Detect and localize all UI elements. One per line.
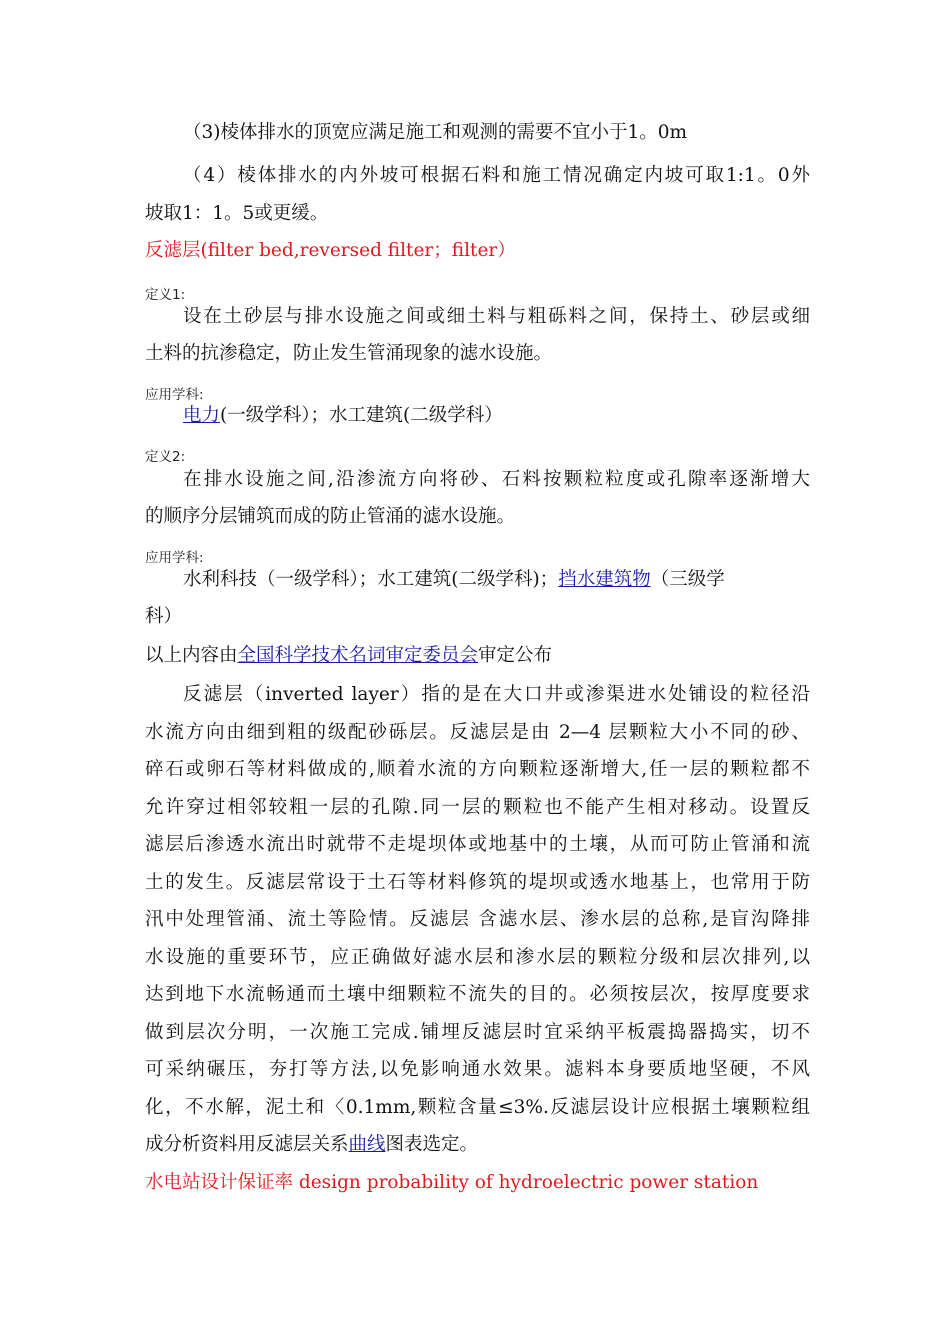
- source-post: 审定公布: [478, 645, 553, 666]
- application2-pre: 水利科技（一级学科）；水工建筑(二级学科)；: [183, 569, 559, 590]
- definition1-label: 定义1:: [145, 287, 186, 303]
- paragraph-line: 化，不水解，泥土和〈0.1mm,颗粒含量≤3%.反滤层设计应根据土壤颗粒组: [145, 1097, 810, 1118]
- heading-filter-bed: 反滤层(filter bed,reversed filter；filter）: [145, 240, 516, 261]
- paragraph-line: 可采纳碾压，夯打等方法,以免影响通水效果。滤料本身要质地坚硬，不风: [145, 1059, 810, 1080]
- paragraph-line: 达到地下水流畅通而土壤中细颗粒不流失的目的。必须按层次，按厚度要求: [145, 984, 810, 1005]
- definition2-line2: 的顺序分层铺筑而成的防止管涌的滤水设施。: [145, 506, 516, 527]
- application2-line2: 科）: [145, 606, 183, 627]
- application2-subjects: [183, 567, 810, 593]
- link-retaining-structures[interactable]: 挡水建筑物: [558, 569, 651, 590]
- paragraph-last-line: [145, 1132, 810, 1158]
- link-electric-power[interactable]: 电力: [183, 405, 221, 426]
- paragraph-ridge-top-width: （3)棱体排水的顶宽应满足施工和观测的需要不宜小于1。0m: [183, 122, 688, 143]
- paragraph-last-post: 图表选定。: [385, 1134, 479, 1155]
- definition2-label: 定义2:: [145, 449, 186, 465]
- paragraph-line: 水流方向由细到粗的级配砂砾层。反滤层是由 2—4 层颗粒大小不同的砂、: [145, 722, 810, 743]
- paragraph-line: 汛中处理管涌、流土等险情。反滤层 含滤水层、渗水层的总称,是盲沟降排: [145, 909, 810, 930]
- paragraph-line: 反滤层（inverted layer）指的是在大口井或渗渠进水处铺设的粒径沿: [183, 684, 810, 705]
- application1-rest: (一级学科）；水工建筑(二级学科）: [220, 405, 503, 426]
- paragraph-line: 水设施的重要环节，应正确做好滤水层和渗水层的颗粒分级和层次排列,以: [145, 947, 810, 968]
- heading-design-probability: 水电站设计保证率 design probability of hydroelectric power station: [145, 1172, 759, 1193]
- paragraph-line: 滤层后渗透水流出时就带不走堤坝体或地基中的土壤，从而可防止管涌和流: [145, 834, 810, 855]
- definition2-line1: 在排水设施之间,沿渗流方向将砂、石料按颗粒粒度或孔隙率逐渐增大: [183, 469, 810, 490]
- paragraph-line: 土的发生。反滤层常设于土石等材料修筑的堤坝或透水地基上，也常用于防: [145, 872, 810, 893]
- source-pre: 以上内容由: [145, 645, 238, 666]
- application2-label: 应用学科:: [145, 550, 204, 566]
- paragraph-last-pre: 成分析资料用反滤层关系: [145, 1134, 349, 1155]
- paragraph-line: 做到层次分明，一次施工完成.铺埋反滤层时宜采纳平板震捣器捣实，切不: [145, 1022, 810, 1043]
- link-terminology-committee[interactable]: 全国科学技术名词审定委员会: [237, 645, 479, 666]
- paragraph-line: 碎石或卵石等材料做成的,顺着水流的方向颗粒逐渐增大,任一层的颗粒都不: [145, 759, 810, 780]
- link-curve[interactable]: 曲线: [348, 1134, 386, 1155]
- source-note: [145, 643, 810, 669]
- paragraph-ridge-slope-line2: 坡取1：1。5或更缓。: [145, 203, 329, 224]
- application1-label: 应用学科:: [145, 387, 204, 403]
- application1-subjects: [183, 403, 848, 429]
- paragraph-line: 允许穿过相邻较粗一层的孔隙.同一层的颗粒也不能产生相对移动。设置反: [145, 797, 810, 818]
- definition1-line2: 土料的抗渗稳定，防止发生管涌现象的滤水设施。: [145, 343, 553, 364]
- definition1-line1: 设在土砂层与排水设施之间或细土料与粗砾料之间，保持土、砂层或细: [183, 306, 810, 327]
- paragraph-ridge-slope-line1: （4）棱体排水的内外坡可根据石料和施工情况确定内坡可取1:1。0外: [183, 165, 810, 186]
- application2-post: （三级学: [650, 569, 725, 590]
